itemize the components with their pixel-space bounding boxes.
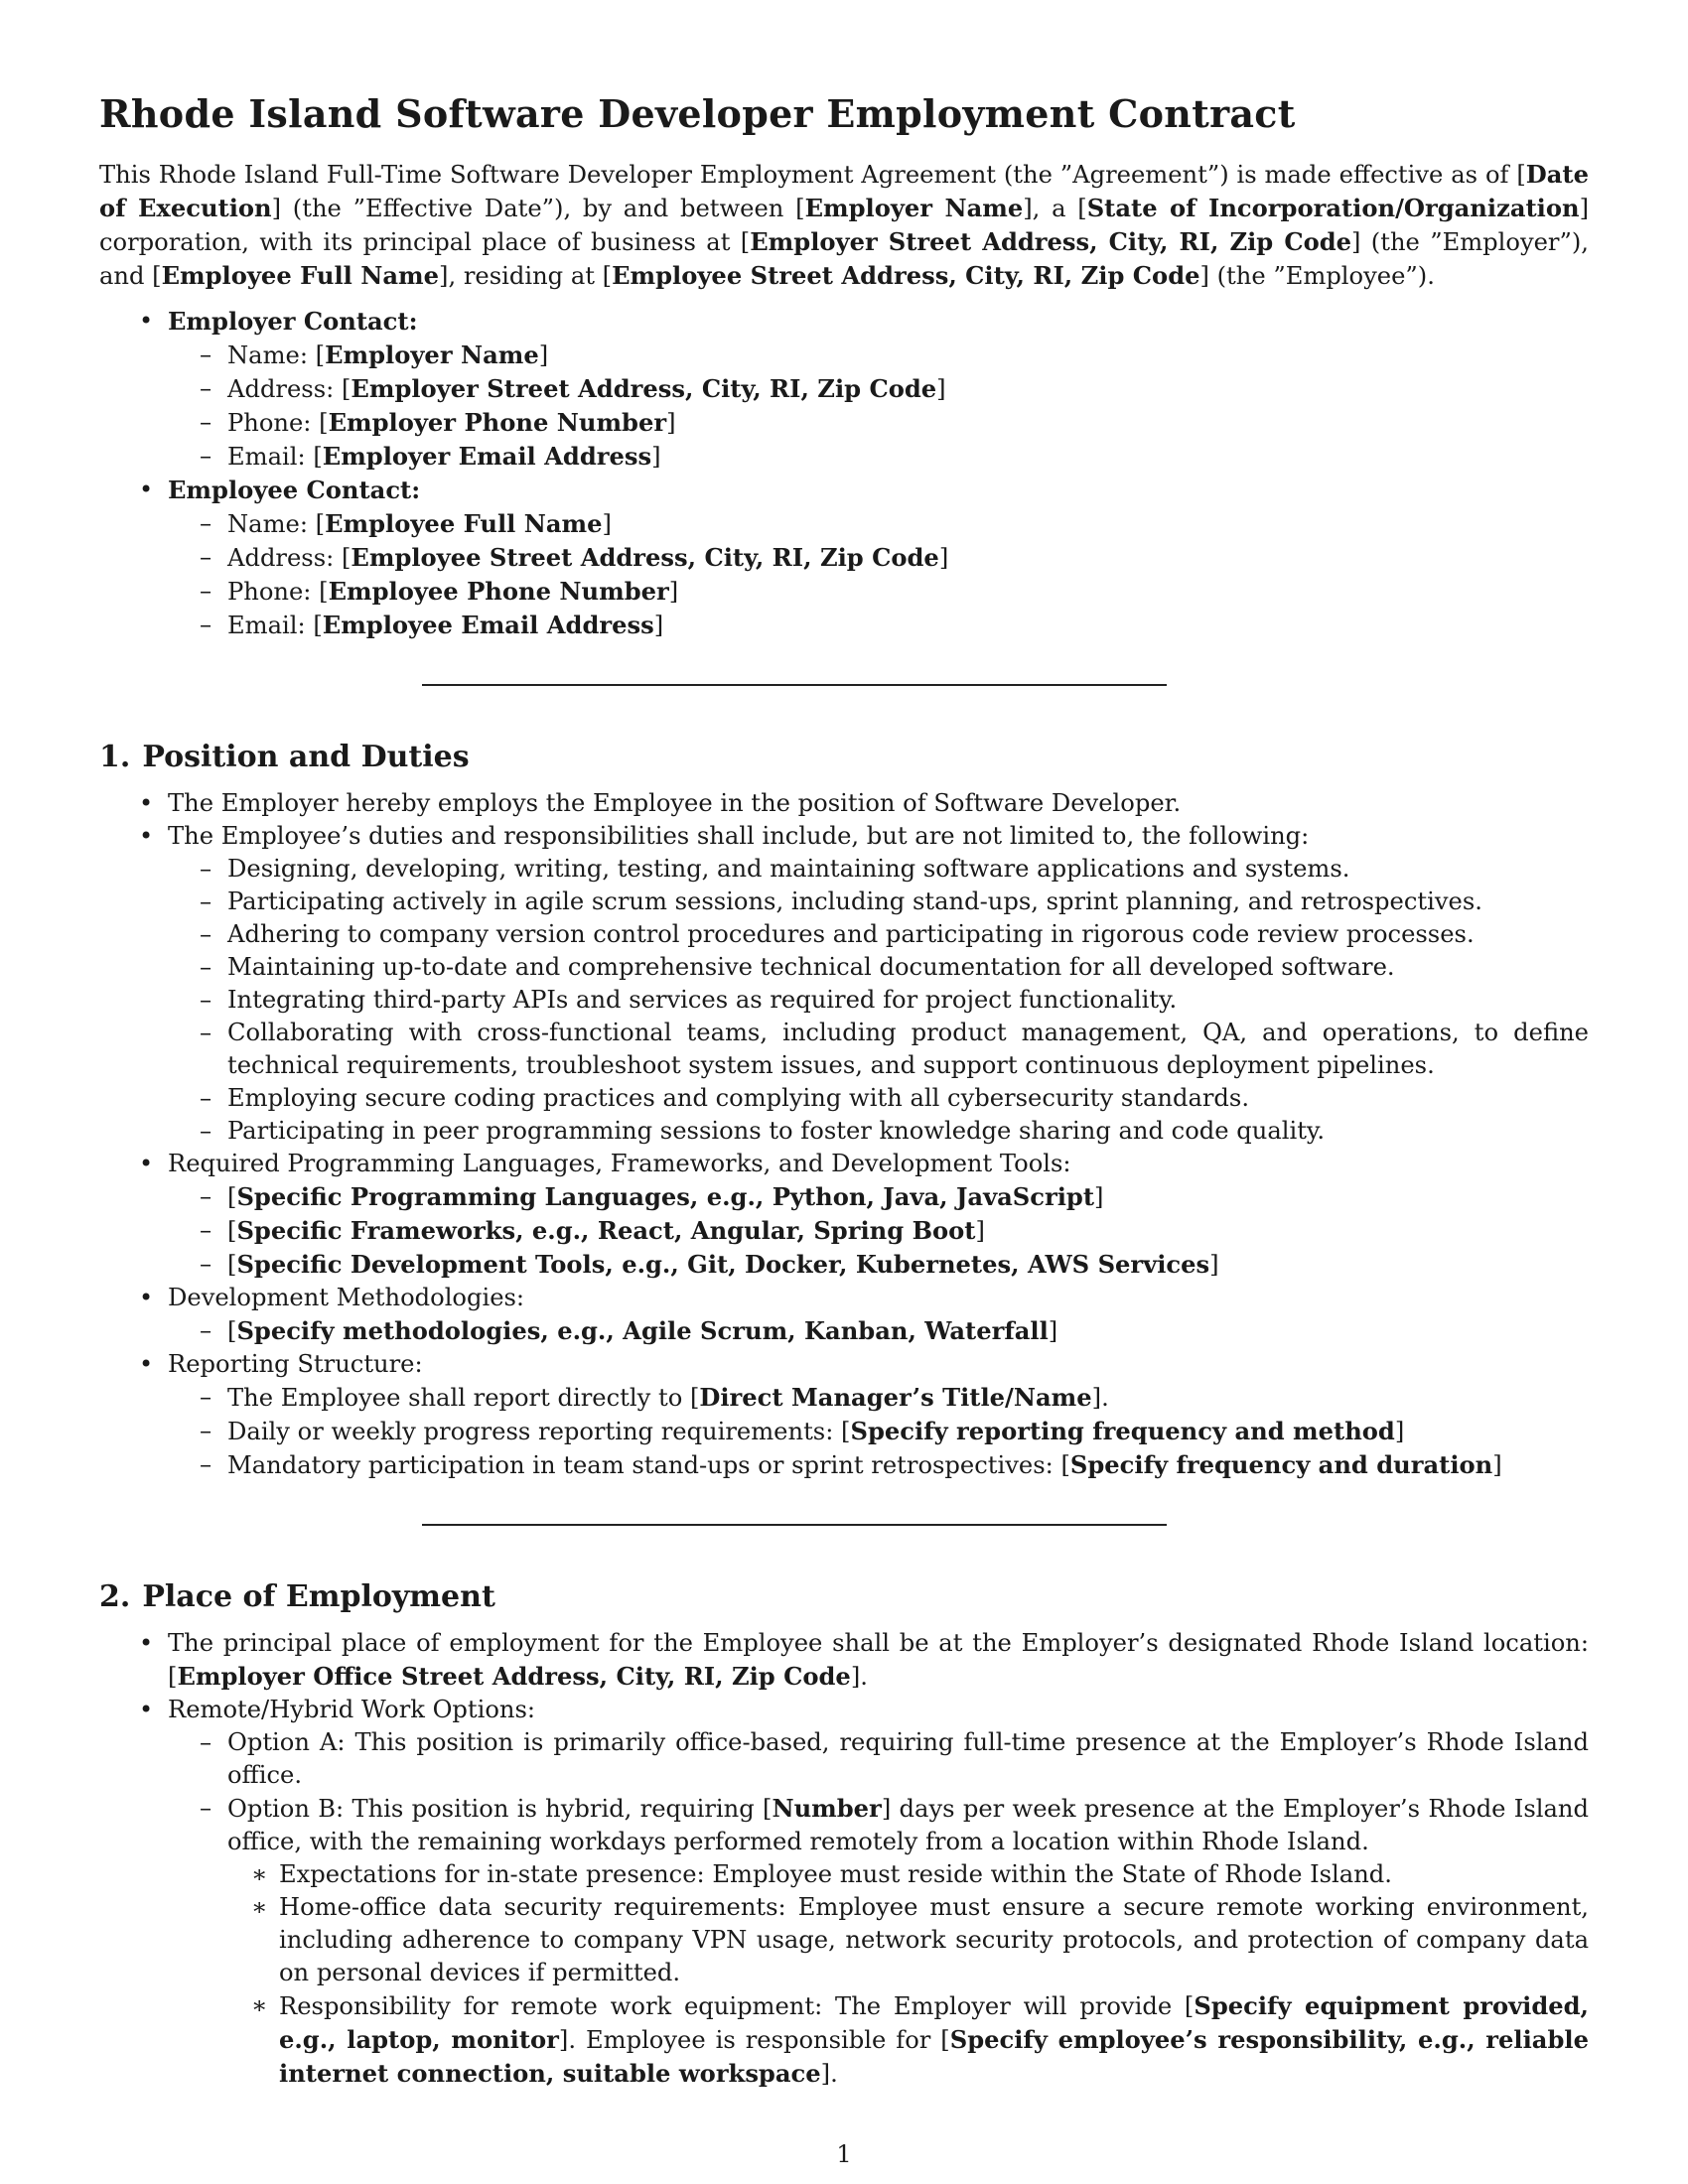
text-run: ] bbox=[538, 341, 549, 369]
list-item bbox=[99, 1148, 1589, 1282]
text-run: ] bbox=[668, 578, 679, 606]
text-run: Email: [ bbox=[227, 443, 323, 471]
text-run: ] bbox=[1394, 1418, 1405, 1445]
placeholder-field: Specify equipment provided, e.g., laptop, monitor bbox=[279, 1991, 1589, 2054]
section-divider bbox=[422, 684, 1167, 686]
text-run: The Employee’s duties and responsibilities shall include, but are not limited to, the following: bbox=[168, 822, 1310, 850]
text-run: Phone: [ bbox=[227, 578, 329, 606]
text-run: Option B: This position is hybrid, requiring [ bbox=[227, 1795, 773, 1823]
text-run: Participating in peer programming sessions to foster knowledge sharing and code quality. bbox=[227, 1117, 1326, 1145]
placeholder-field: Employee Full Name bbox=[161, 261, 440, 290]
text-run: ] bbox=[1209, 1251, 1219, 1279]
list-item bbox=[99, 1627, 1589, 1694]
list-level-2 bbox=[168, 1381, 1589, 1482]
text-run: ] days per week presence at the Employer’s Rhode Island office, with the remaining workdays performed remotely from a location within Rhode Island. bbox=[227, 1795, 1589, 1855]
contact-detail-item bbox=[168, 575, 1589, 609]
list-item bbox=[99, 1282, 1589, 1348]
list-item bbox=[168, 1214, 1589, 1248]
text-run: ] bbox=[975, 1217, 985, 1245]
text-run: The Employer hereby employs the Employee in the position of Software Developer. bbox=[168, 789, 1182, 817]
list-level-2 bbox=[168, 1180, 1589, 1282]
text-run: Integrating third-party APIs and services as required for project functionality. bbox=[227, 986, 1178, 1014]
text-run: Phone: [ bbox=[227, 409, 329, 437]
list-item bbox=[99, 1348, 1589, 1482]
list-item bbox=[168, 853, 1589, 886]
contact-block bbox=[99, 474, 1589, 642]
list-item bbox=[168, 1180, 1589, 1214]
contact-detail-item bbox=[168, 609, 1589, 642]
text-run: ] corporation, with its principal place of business at [ bbox=[99, 195, 1590, 256]
text-run: ], residing at [ bbox=[439, 262, 613, 290]
text-run: [ bbox=[227, 1317, 237, 1345]
text-run: Employing secure coding practices and complying with all cybersecurity standards. bbox=[227, 1084, 1250, 1112]
text-run: ] bbox=[666, 409, 676, 437]
section-2 bbox=[99, 1575, 1589, 2091]
placeholder-field: Date of Execution bbox=[99, 160, 1589, 222]
section-heading bbox=[99, 1575, 1589, 1619]
contact-detail-item bbox=[168, 339, 1589, 372]
placeholder-field: Employee Phone Number bbox=[328, 577, 669, 606]
document-title: Rhode Island Software Developer Employment Contract bbox=[99, 91, 1296, 136]
list-item bbox=[168, 1448, 1589, 1482]
text-run: Responsibility for remote work equipment: The Employer will provide [ bbox=[279, 1992, 1195, 2020]
contact-block bbox=[99, 305, 1589, 474]
text-run: Name: [ bbox=[227, 341, 326, 369]
list-item bbox=[99, 820, 1589, 1148]
placeholder-field: Employee Full Name bbox=[325, 509, 603, 538]
placeholder-field: Employee Email Address bbox=[322, 611, 654, 639]
list-item bbox=[99, 1694, 1589, 2091]
section-1 bbox=[99, 736, 1589, 1482]
document-body bbox=[99, 84, 1589, 2091]
text-run: The principal place of employment for the Employee shall be at the Employer’s designated Rhode Island location: [ bbox=[168, 1629, 1589, 1691]
placeholder-field: Employer Phone Number bbox=[328, 408, 667, 437]
text-run: ] (the ”Employee”). bbox=[1199, 262, 1435, 290]
text-run: ]. bbox=[850, 1663, 868, 1691]
text-run: Participating actively in agile scrum sessions, including stand-ups, sprint planning, and retrospectives. bbox=[227, 887, 1482, 915]
text-run: The Employee shall report directly to [ bbox=[227, 1384, 700, 1412]
list-item bbox=[227, 1989, 1589, 2091]
list-item bbox=[168, 1415, 1589, 1448]
text-run: ] bbox=[602, 510, 612, 538]
list-item bbox=[168, 886, 1589, 918]
placeholder-field: Specific Frameworks, e.g., React, Angular, Spring Boot bbox=[236, 1216, 976, 1245]
text-run: ] bbox=[936, 375, 946, 403]
text-run: ] bbox=[938, 544, 949, 572]
intro-paragraph bbox=[99, 158, 1589, 293]
placeholder-field: Specify methodologies, e.g., Agile Scrum, Kanban, Waterfall bbox=[236, 1316, 1049, 1345]
section-divider bbox=[422, 1524, 1167, 1526]
text-run: Expectations for in-state presence: Employee must reside within the State of Rhode Island. bbox=[279, 1860, 1392, 1888]
placeholder-field: Employer Name bbox=[804, 194, 1024, 222]
placeholder-field: Specify reporting frequency and method bbox=[850, 1417, 1395, 1445]
text-run: Daily or weekly progress reporting requirements: [ bbox=[227, 1418, 851, 1445]
text-run: ] bbox=[651, 443, 661, 471]
text-run: Remote/Hybrid Work Options: bbox=[168, 1696, 536, 1723]
contact-list bbox=[99, 305, 1589, 642]
placeholder-field: Employer Email Address bbox=[322, 442, 652, 471]
text-run: ] (the ”Employer”), and [ bbox=[99, 228, 1589, 290]
text-run: Maintaining up-to-date and comprehensive technical documentation for all developed software. bbox=[227, 953, 1395, 981]
text-run: Reporting Structure: bbox=[168, 1350, 423, 1378]
list-item bbox=[168, 1017, 1589, 1082]
list-item bbox=[99, 787, 1589, 820]
list-item bbox=[168, 1792, 1589, 2091]
text-run: This Rhode Island Full-Time Software Developer Employment Agreement (the ”Agreement”) is made effective as of [ bbox=[99, 161, 1526, 189]
list-level-1 bbox=[99, 1627, 1589, 2091]
text-run: ]. bbox=[820, 2060, 838, 2088]
page-number: 1 bbox=[836, 2140, 852, 2168]
list-item bbox=[168, 1726, 1589, 1792]
text-run: Mandatory participation in team stand-ups or sprint retrospectives: [ bbox=[227, 1451, 1070, 1479]
text-run: Option A: This position is primarily office-based, requiring full-time presence at the Employer’s Rhode Island office. bbox=[227, 1728, 1589, 1789]
placeholder-field: State of Incorporation/Organization bbox=[1086, 194, 1580, 222]
text-run: ] bbox=[1492, 1451, 1502, 1479]
list-item bbox=[168, 1314, 1589, 1348]
placeholder-field: Specific Development Tools, e.g., Git, Docker, Kubernetes, AWS Services bbox=[236, 1250, 1210, 1279]
text-run: Development Methodologies: bbox=[168, 1284, 525, 1311]
contact-detail-item bbox=[168, 406, 1589, 440]
text-run: ] (the ”Effective Date”), by and between [ bbox=[271, 195, 805, 222]
text-run: [ bbox=[227, 1217, 237, 1245]
contact-detail-item bbox=[168, 440, 1589, 474]
list-item bbox=[227, 1858, 1589, 1891]
list-level-2 bbox=[168, 1314, 1589, 1348]
placeholder-field: Specify employee’s responsibility, e.g., reliable internet connection, suitable workspace bbox=[279, 2025, 1589, 2088]
text-run: Designing, developing, writing, testing, and maintaining software applications and systems. bbox=[227, 855, 1350, 883]
list-level-1 bbox=[99, 787, 1589, 1482]
text-run: ] bbox=[1094, 1183, 1104, 1211]
contact-heading: Employer Contact: bbox=[168, 307, 418, 336]
section-number: 1. bbox=[99, 740, 131, 774]
section-heading bbox=[99, 736, 1589, 779]
text-run: ] bbox=[653, 612, 664, 639]
text-run: Email: [ bbox=[227, 612, 323, 639]
list-item bbox=[227, 1891, 1589, 1989]
list-item bbox=[168, 1248, 1589, 1282]
list-item bbox=[168, 1115, 1589, 1148]
text-run: Name: [ bbox=[227, 510, 326, 538]
list-level-3 bbox=[227, 1858, 1589, 2091]
placeholder-field: Employer Name bbox=[325, 341, 539, 369]
placeholder-field: Number bbox=[772, 1794, 882, 1823]
placeholder-field: Employee Street Address, City, RI, Zip Code bbox=[612, 261, 1200, 290]
contact-details bbox=[168, 507, 1589, 642]
section-title: Place of Employment bbox=[142, 1579, 495, 1614]
text-run: Home-office data security requirements: Employee must ensure a secure remote working environment, including adherence to company VPN usage, network security protocols, and protection of company data on personal devices if permitted. bbox=[279, 1893, 1589, 1986]
section-number: 2. bbox=[99, 1579, 131, 1614]
list-level-2 bbox=[168, 1726, 1589, 2091]
text-run: Adhering to company version control procedures and participating in rigorous code review processes. bbox=[227, 920, 1475, 948]
text-run: ]. Employee is responsible for [ bbox=[558, 2026, 950, 2054]
placeholder-field: Employer Street Address, City, RI, Zip Code bbox=[750, 227, 1351, 256]
placeholder-field: Employer Street Address, City, RI, Zip Code bbox=[351, 374, 937, 403]
text-run: [ bbox=[227, 1183, 237, 1211]
contact-detail-item bbox=[168, 541, 1589, 575]
placeholder-field: Specific Programming Languages, e.g., Python, Java, JavaScript bbox=[236, 1182, 1095, 1211]
placeholder-field: Specify frequency and duration bbox=[1069, 1450, 1493, 1479]
text-run: Address: [ bbox=[227, 375, 352, 403]
sections-container bbox=[99, 736, 1589, 2091]
contact-detail-item bbox=[168, 372, 1589, 406]
list-item bbox=[168, 1082, 1589, 1115]
contact-detail-item bbox=[168, 507, 1589, 541]
text-run: Address: [ bbox=[227, 544, 352, 572]
list-item bbox=[168, 984, 1589, 1017]
contact-heading: Employee Contact: bbox=[168, 476, 421, 504]
list-item bbox=[168, 1381, 1589, 1415]
text-run: Required Programming Languages, Frameworks, and Development Tools: bbox=[168, 1150, 1071, 1177]
text-run: [ bbox=[227, 1251, 237, 1279]
contact-details bbox=[168, 339, 1589, 474]
placeholder-field: Direct Manager’s Title/Name bbox=[699, 1383, 1092, 1412]
placeholder-field: Employer Office Street Address, City, RI, Zip Code bbox=[177, 1662, 851, 1691]
section-title: Position and Duties bbox=[142, 740, 470, 774]
text-run: ]. bbox=[1091, 1384, 1109, 1412]
text-run: ], a [ bbox=[1023, 195, 1087, 222]
list-level-2 bbox=[168, 853, 1589, 1148]
list-item bbox=[168, 951, 1589, 984]
text-run: Collaborating with cross-functional teams, including product management, QA, and operations, to define technical requirements, troubleshoot system issues, and support continuous deployment pipelines. bbox=[227, 1019, 1589, 1079]
text-run: ] bbox=[1048, 1317, 1058, 1345]
list-item bbox=[168, 918, 1589, 951]
placeholder-field: Employee Street Address, City, RI, Zip Code bbox=[351, 543, 939, 572]
